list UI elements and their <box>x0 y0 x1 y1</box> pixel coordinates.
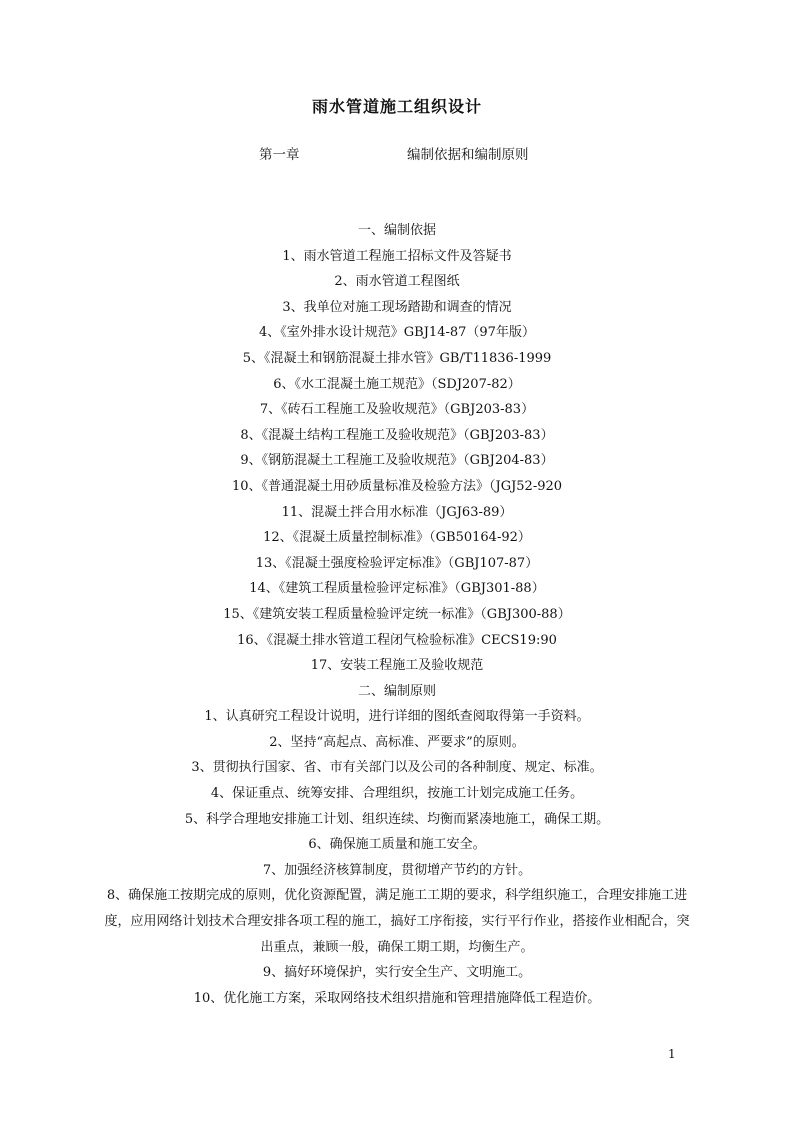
basis-item: 9、《钢筋混凝土工程施工及验收规范》（GBJ204-83） <box>240 453 554 469</box>
basis-item: 10、《普通混凝土用砂质量标准及检验方法》（JGJ52-920 <box>231 478 563 494</box>
basis-item: 15、《建筑安装工程质量检验评定统一标准》（GBJ300-88） <box>223 606 571 622</box>
principle-item: 7、加强经济核算制度，贯彻增产节约的方针。 <box>262 862 532 878</box>
basis-item: 3、我单位对施工现场踏勘和调查的情况 <box>282 299 512 315</box>
basis-item: 13、《混凝土强度检验评定标准》（GBJ107-87） <box>255 555 539 571</box>
principle-item: 2、坚持“高起点、高标准、严要求”的原则。 <box>269 734 525 750</box>
basis-item: 5、《混凝土和钢筋混凝土排水管》GB/T11836-1999 <box>242 350 552 366</box>
principle-item: 1、认真研究工程设计说明，进行详细的图纸查阅取得第一手资料。 <box>204 709 590 725</box>
chapter-number: 第一章 <box>259 147 300 163</box>
principle-item-paragraph: 8、确保施工按期完成的原则，优化资源配置，满足施工工期的要求，科学组织施工，合理安排施工进度，应用网络计划技术合理安排各项工程的施工，搞好工序衔接，实行平行作业，搭接作业相配合，突出重点，兼顾一般，确保工期工期，均衡生产。 <box>104 888 690 955</box>
principle-item: 10、优化施工方案，采取网络技术组织措施和管理措施降低工程造价。 <box>193 990 601 1006</box>
principle-item: 5、科学合理地安排施工计划、组织连续、均衡而紧凑地施工，确保工期。 <box>184 811 610 827</box>
basis-item: 8、《混凝土结构工程施工及验收规范》（GBJ203-83） <box>240 427 554 443</box>
principle-item: 3、贯彻执行国家、省、市有关部门以及公司的各种制度、规定、标准。 <box>191 760 603 776</box>
basis-item: 1、雨水管道工程施工招标文件及答疑书 <box>282 248 512 264</box>
basis-item: 7、《砖石工程施工及验收规范》（GBJ203-83） <box>259 402 535 418</box>
basis-item: 17、安装工程施工及验收规范 <box>310 658 484 674</box>
basis-item: 11、混凝土拌合用水标准（JGJ63-89） <box>281 504 513 520</box>
basis-item: 16、《混凝土排水管道工程闭气检验标准》CECS19:90 <box>237 632 557 648</box>
principle-item: 6、确保施工质量和施工安全。 <box>308 837 486 853</box>
principle-item: 9、搞好环境保护，实行安全生产、文明施工。 <box>262 965 532 981</box>
basis-item: 6、《水工混凝土施工规范》（SDJ207-82） <box>273 376 521 392</box>
basis-item: 12、《混凝土质量控制标准》（GB50164-92） <box>263 530 531 546</box>
chapter-name: 编制依据和编制原则 <box>407 147 529 163</box>
content-body <box>100 218 694 1011</box>
section-heading: 二、编制原则 <box>357 683 436 699</box>
basis-item: 2、雨水管道工程图纸 <box>334 274 460 290</box>
section-heading: 一、编制依据 <box>357 223 436 238</box>
page-number: 1 <box>668 1047 676 1061</box>
basis-item: 14、《建筑工程质量检验评定标准》（GBJ301-88） <box>249 581 545 597</box>
chapter-heading <box>0 143 794 165</box>
basis-item: 4、《室外排水设计规范》GBJ14-87（97年版） <box>259 325 535 341</box>
principle-item: 4、保证重点、统筹安排、合理组织，按施工计划完成施工任务。 <box>210 786 584 802</box>
document-title: 雨水管道施工组织设计 <box>311 97 482 116</box>
